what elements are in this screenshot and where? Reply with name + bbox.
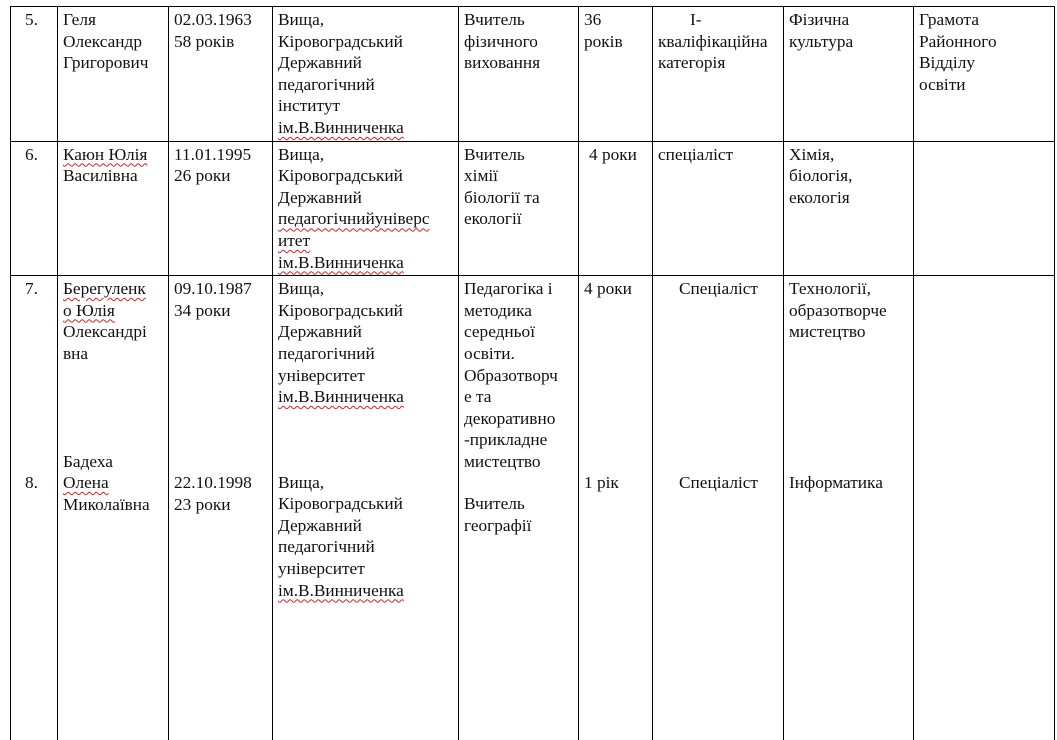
experience-line: років [584, 31, 623, 51]
birth-cell [169, 141, 273, 276]
education-line: педагогічнийуніверс [278, 209, 430, 229]
education-line: Вища, [278, 10, 325, 29]
specialty-line: е та [464, 387, 492, 407]
specialty-line: Вчитель [464, 494, 525, 514]
category-line: кваліфікаційна [658, 31, 768, 51]
specialty-line: екології [464, 209, 522, 229]
category-cell [653, 7, 784, 142]
experience-line: 4 роки [589, 144, 637, 164]
education-line: Вища, [278, 144, 325, 164]
specialty-line: Вчитель [464, 10, 525, 29]
education-line: Кіровоградський [278, 494, 403, 514]
subject-cell [784, 141, 914, 276]
education-cell [273, 7, 459, 142]
table-row [11, 7, 1055, 142]
education-line: Державний [278, 515, 362, 535]
category-line: І- [690, 10, 702, 29]
name-cell [58, 141, 169, 276]
name-line: Григорович [63, 53, 149, 73]
row-number: 6. [25, 144, 38, 164]
specialty-line: мистецтво [464, 451, 541, 471]
category-line: категорія [658, 53, 726, 73]
award-cell [914, 7, 1055, 142]
education-line: педагогічний [278, 343, 375, 363]
birth-cell [169, 276, 273, 740]
specialty-line: Образотворч [464, 365, 558, 385]
name-line: Олександрі [63, 322, 147, 342]
education-line: Вища, [278, 279, 325, 299]
education-line: Кіровоградський [278, 31, 403, 51]
education-line: Кіровоградський [278, 166, 403, 186]
subject-line: культура [789, 31, 854, 51]
birth-cell [169, 7, 273, 142]
subject-line: Хімія, [789, 144, 835, 164]
name-line: Берегуленк [63, 279, 146, 299]
category-line: Спеціаліст [679, 279, 758, 299]
name-cell [58, 7, 169, 142]
experience-cell [579, 276, 653, 740]
name-cell [58, 276, 169, 740]
category-line: Спеціаліст [679, 472, 758, 492]
name-part: о Юлія [63, 300, 115, 320]
name-line [63, 300, 164, 322]
education-line: ім.В.Винниченка [278, 117, 404, 137]
award-line: Грамота [919, 10, 979, 29]
subject-line: екологія [789, 187, 850, 207]
staff-table [10, 6, 1055, 740]
specialty-line: середньої [464, 322, 535, 342]
row-number: 7. [25, 279, 38, 299]
subject-line: Фізична [789, 10, 850, 29]
table-row [11, 276, 1055, 740]
education-line: педагогічний [278, 74, 375, 94]
education-line: університет [278, 365, 365, 385]
specialty-line: фізичного [464, 31, 538, 51]
birth-date: 11.01.1995 [174, 144, 252, 164]
specialty-line: географії [464, 516, 532, 536]
specialty-line: виховання [464, 53, 541, 73]
specialty-line: Педагогіка і [464, 279, 553, 299]
specialty-line: -прикладне [464, 430, 548, 450]
age: 26 роки [174, 166, 231, 186]
category-cell [653, 141, 784, 276]
experience-cell [579, 141, 653, 276]
award-cell [914, 141, 1055, 276]
specialty-line: методика [464, 300, 532, 320]
subject-line: Технології, [789, 279, 871, 299]
name-line: Геля [63, 10, 96, 29]
experience-line: 4 роки [584, 279, 632, 299]
subject-line: образотворче [789, 300, 887, 320]
education-line: ім.В.Винниченка [278, 252, 404, 272]
award-line: Районного [919, 31, 997, 51]
name-line: Олена [63, 473, 109, 493]
row-number: 8. [25, 472, 38, 492]
award-line: Відділу [919, 53, 975, 73]
row-number: 5. [25, 10, 38, 29]
education-line: ім.В.Винниченка [278, 580, 404, 600]
subject-line: мистецтво [789, 322, 866, 342]
education-line: університет [278, 559, 365, 579]
age: 23 роки [174, 494, 231, 514]
experience-cell [579, 7, 653, 142]
education-line: педагогічний [278, 537, 375, 557]
specialty-cell [459, 276, 579, 740]
subject-line: Інформатика [789, 472, 883, 492]
name-line: Миколаївна [63, 494, 150, 514]
education-line: Кіровоградський [278, 300, 403, 320]
subject-line: біологія, [789, 166, 853, 186]
education-line: Державний [278, 322, 362, 342]
birth-date: 22.10.1998 [174, 473, 252, 493]
category-line: спеціаліст [658, 144, 734, 164]
experience-line: 1 рік [584, 472, 619, 492]
row-number-cell [11, 276, 58, 740]
award-cell [914, 276, 1055, 740]
name-line: Василівна [63, 166, 138, 186]
specialty-line: освіти. [464, 343, 515, 363]
name-line: Каюн Юлія [63, 144, 148, 164]
award-line: освіти [919, 74, 966, 94]
experience-line: 36 [584, 10, 602, 29]
table-row [11, 141, 1055, 276]
education-line: Державний [278, 187, 362, 207]
name-line: вна [63, 343, 89, 363]
specialty-line: Вчитель [464, 144, 525, 164]
education-cell [273, 141, 459, 276]
education-line: інститут [278, 96, 341, 116]
birth-date: 02.03.1963 [174, 10, 252, 29]
specialty-line: декоративно [464, 408, 556, 428]
row-number-cell [11, 141, 58, 276]
specialty-line: біології та [464, 187, 540, 207]
age: 58 років [174, 31, 235, 51]
name-line: Олександр [63, 31, 142, 51]
education-cell [273, 276, 459, 740]
specialty-line: хімії [464, 166, 498, 186]
education-line: итет [278, 230, 311, 250]
education-line: Вища, [278, 472, 325, 492]
name-line: Бадеха [63, 451, 113, 471]
specialty-cell [459, 7, 579, 142]
age: 34 роки [174, 300, 231, 320]
education-line: Державний [278, 53, 362, 73]
birth-date: 09.10.1987 [174, 279, 252, 299]
category-cell [653, 276, 784, 740]
subject-cell [784, 276, 914, 740]
subject-cell [784, 7, 914, 142]
row-number-cell [11, 7, 58, 142]
specialty-cell [459, 141, 579, 276]
education-line: ім.В.Винниченка [278, 387, 404, 407]
